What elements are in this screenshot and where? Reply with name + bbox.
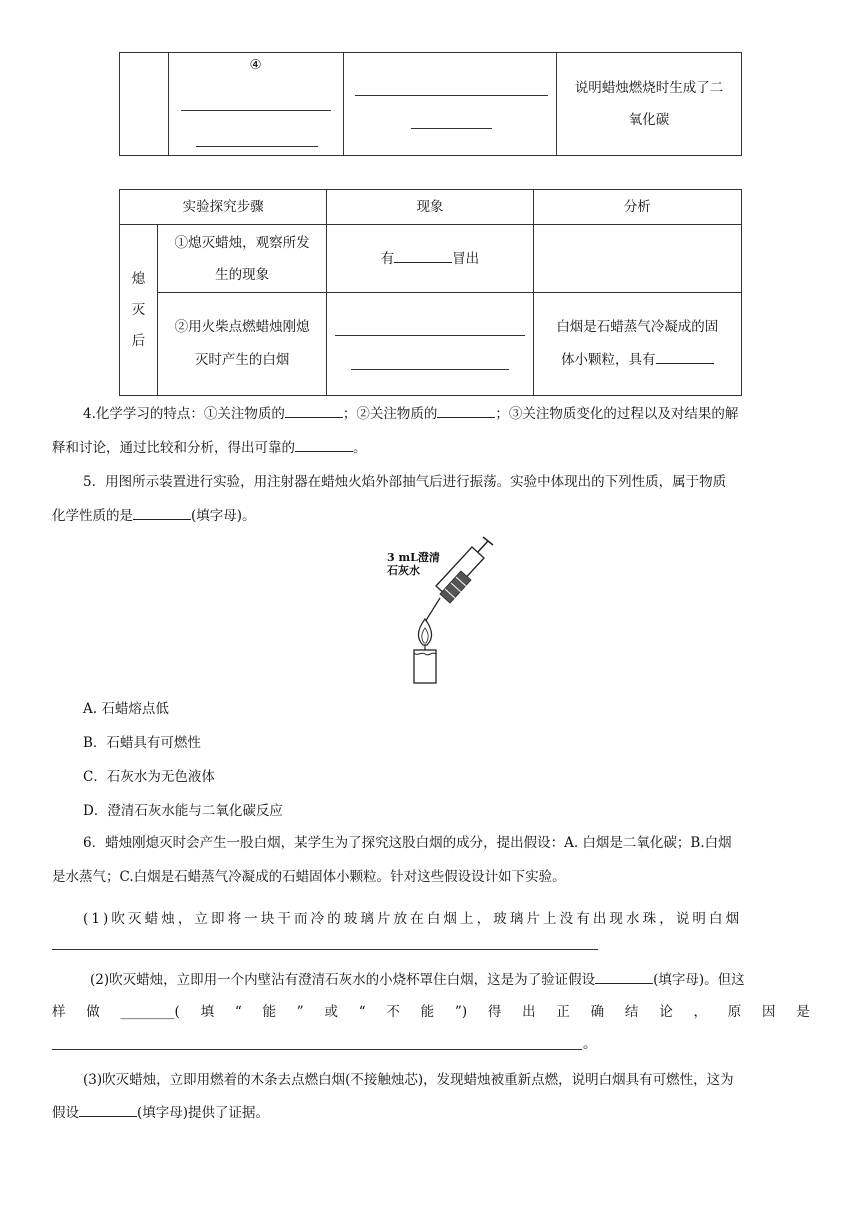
- answer-blank: [133, 505, 191, 520]
- q6-text: 假设: [52, 1105, 79, 1121]
- syringe-candle-figure: [385, 533, 505, 685]
- question-6-part2-line2: [52, 996, 810, 1028]
- answer-blank: [437, 403, 495, 418]
- q6-word: 出: [522, 1004, 536, 1020]
- q6-word: “: [234, 1004, 242, 1020]
- q6-word: 是: [796, 1004, 810, 1020]
- question-6-part2-line1: [90, 964, 820, 996]
- answer-blank: [411, 128, 492, 129]
- q6-word: 样: [52, 1004, 66, 1020]
- table-cell-empty: [120, 53, 169, 156]
- q6-word: 做: [86, 1004, 100, 1020]
- option-a: A. 石蜡熔点低: [83, 701, 169, 717]
- analysis-text: 说明蜡烛燃烧时生成了二: [574, 80, 724, 96]
- question-6-part3-line1: (3)吹灭蜡烛，立即用燃着的木条去点燃白烟(不接触烛芯)，发现蜡烛被重新点燃，说明白烟具有可燃性，这为: [83, 1072, 734, 1088]
- q6-text: (填字母)提供了证据。: [137, 1105, 270, 1121]
- answer-blank: [295, 437, 353, 452]
- q6-word: ，: [693, 1004, 707, 1020]
- group-label-char: 后: [131, 332, 146, 349]
- phenomenon-cell: [327, 293, 533, 396]
- table-header: 分析: [533, 190, 741, 225]
- question-4-line2: [52, 432, 812, 464]
- q6-text: (2)吹灭蜡烛，立即用一个内壁沾有澄清石灰水的小烧杯罩住白烟，这是为了验证假设: [90, 972, 596, 988]
- analysis-text: 氧化碳: [628, 112, 670, 128]
- q4-text: 4.化学学习的特点：①关注物质的: [83, 406, 285, 422]
- table-after-extinguish: [119, 189, 742, 396]
- figure-label: 3 mL澄清: [387, 551, 440, 564]
- question-6-line1: 6．蜡烛刚熄灭时会产生一股白烟，某学生为了探究这股白烟的成分，提出假设：A. 白烟是二氧化碳；B.白烟: [83, 835, 732, 851]
- answer-blank: [394, 248, 452, 263]
- q4-text: 。: [353, 440, 367, 456]
- q5-text: (填字母)。: [191, 508, 256, 524]
- question-5-line2: [52, 500, 812, 532]
- phenomenon-text: 冒出: [452, 250, 480, 267]
- answer-blank: [181, 110, 331, 111]
- analysis-text: 体小颗粒，具有: [561, 352, 656, 368]
- table-cell-analysis: [557, 53, 742, 156]
- analysis-cell: [533, 225, 741, 293]
- option-d: D．澄清石灰水能与二氧化碳反应: [83, 803, 283, 819]
- q4-text: ；③关注物质变化的过程以及对结果的解: [495, 406, 739, 422]
- q6-word: 因: [761, 1004, 776, 1020]
- table-cell-step: [168, 53, 343, 156]
- q4-text: 释和讨论，通过比较和分析，得出可靠的: [52, 440, 295, 456]
- group-label-char: 灭: [131, 301, 146, 318]
- group-label-char: 熄: [131, 270, 146, 287]
- table-header: 现象: [327, 190, 533, 225]
- step-text: ②用火柴点燃蜡烛刚熄: [174, 319, 310, 335]
- option-b: B．石蜡具有可燃性: [83, 735, 201, 751]
- q6-word: 原: [727, 1004, 742, 1020]
- answer-blank: [52, 949, 598, 950]
- q6-word: 结: [624, 1004, 639, 1020]
- group-label: [120, 225, 158, 396]
- answer-blank: [595, 969, 653, 984]
- q5-text: 化学性质的是: [52, 508, 133, 524]
- answer-blank: [196, 146, 318, 147]
- q6-text: 。: [583, 1036, 597, 1052]
- q6-text: (填字母)。但这: [653, 972, 745, 988]
- q4-text: ；②关注物质的: [342, 406, 438, 422]
- q6-word: 不: [386, 1004, 400, 1020]
- q6-word: ”: [296, 1004, 304, 1020]
- analysis-cell: [533, 293, 741, 396]
- step-cell: [157, 293, 326, 396]
- option-c: C．石灰水为无色液体: [83, 769, 215, 785]
- step-text: ①熄灭蜡烛，观察所发: [174, 234, 310, 251]
- table-header: 实验探究步骤: [120, 190, 327, 225]
- question-6-part3-line2: [52, 1097, 812, 1129]
- answer-blank: [656, 349, 714, 364]
- q6-word: 得: [487, 1004, 502, 1020]
- step-text: 生的现象: [215, 266, 270, 283]
- phenomenon-text: 有: [380, 250, 395, 267]
- q6-word: 正: [556, 1004, 570, 1020]
- q6-word: ”): [454, 1004, 468, 1020]
- step-cell: [157, 225, 326, 293]
- answer-blank: [335, 335, 525, 336]
- q6-word: 能: [420, 1004, 435, 1020]
- step-marker: ④: [249, 57, 262, 73]
- answer-blank: [355, 95, 548, 96]
- question-6-line2: 是水蒸气；C.白烟是石蜡蒸气冷凝成的石蜡固体小颗粒。针对这些假设设计如下实验。: [52, 869, 566, 885]
- answer-blank: [79, 1102, 137, 1117]
- phenomenon-cell: [327, 225, 533, 293]
- q6-word: 确: [590, 1004, 605, 1020]
- q6-word: 能: [262, 1004, 277, 1020]
- table-cell-phenomenon: [343, 53, 557, 156]
- question-5-line1: 5．用图所示装置进行实验，用注射器在蜡烛火焰外部抽气后进行振荡。实验中体现出的下列性质，属于物质: [83, 474, 727, 490]
- q6-word: “: [358, 1004, 366, 1020]
- q6-word: 填: [200, 1004, 215, 1020]
- q6-word: 或: [324, 1004, 338, 1020]
- answer-blank: [285, 403, 343, 418]
- table-continuation: [119, 52, 742, 156]
- q6-word: 论: [659, 1004, 673, 1020]
- q6-word: ________(: [120, 1004, 180, 1020]
- answer-blank: [52, 1049, 582, 1050]
- answer-blank: [351, 369, 509, 370]
- figure-label: 石灰水: [387, 564, 420, 577]
- question-4-line1: [83, 398, 823, 430]
- analysis-text: 白烟是石蜡蒸气冷凝成的固: [556, 319, 719, 335]
- question-6-part1: (1)吹灭蜡烛，立即将一块干而冷的玻璃片放在白烟上，玻璃片上没有出现水珠，说明白烟: [83, 911, 743, 927]
- step-text: 灭时产生的白烟: [194, 352, 290, 368]
